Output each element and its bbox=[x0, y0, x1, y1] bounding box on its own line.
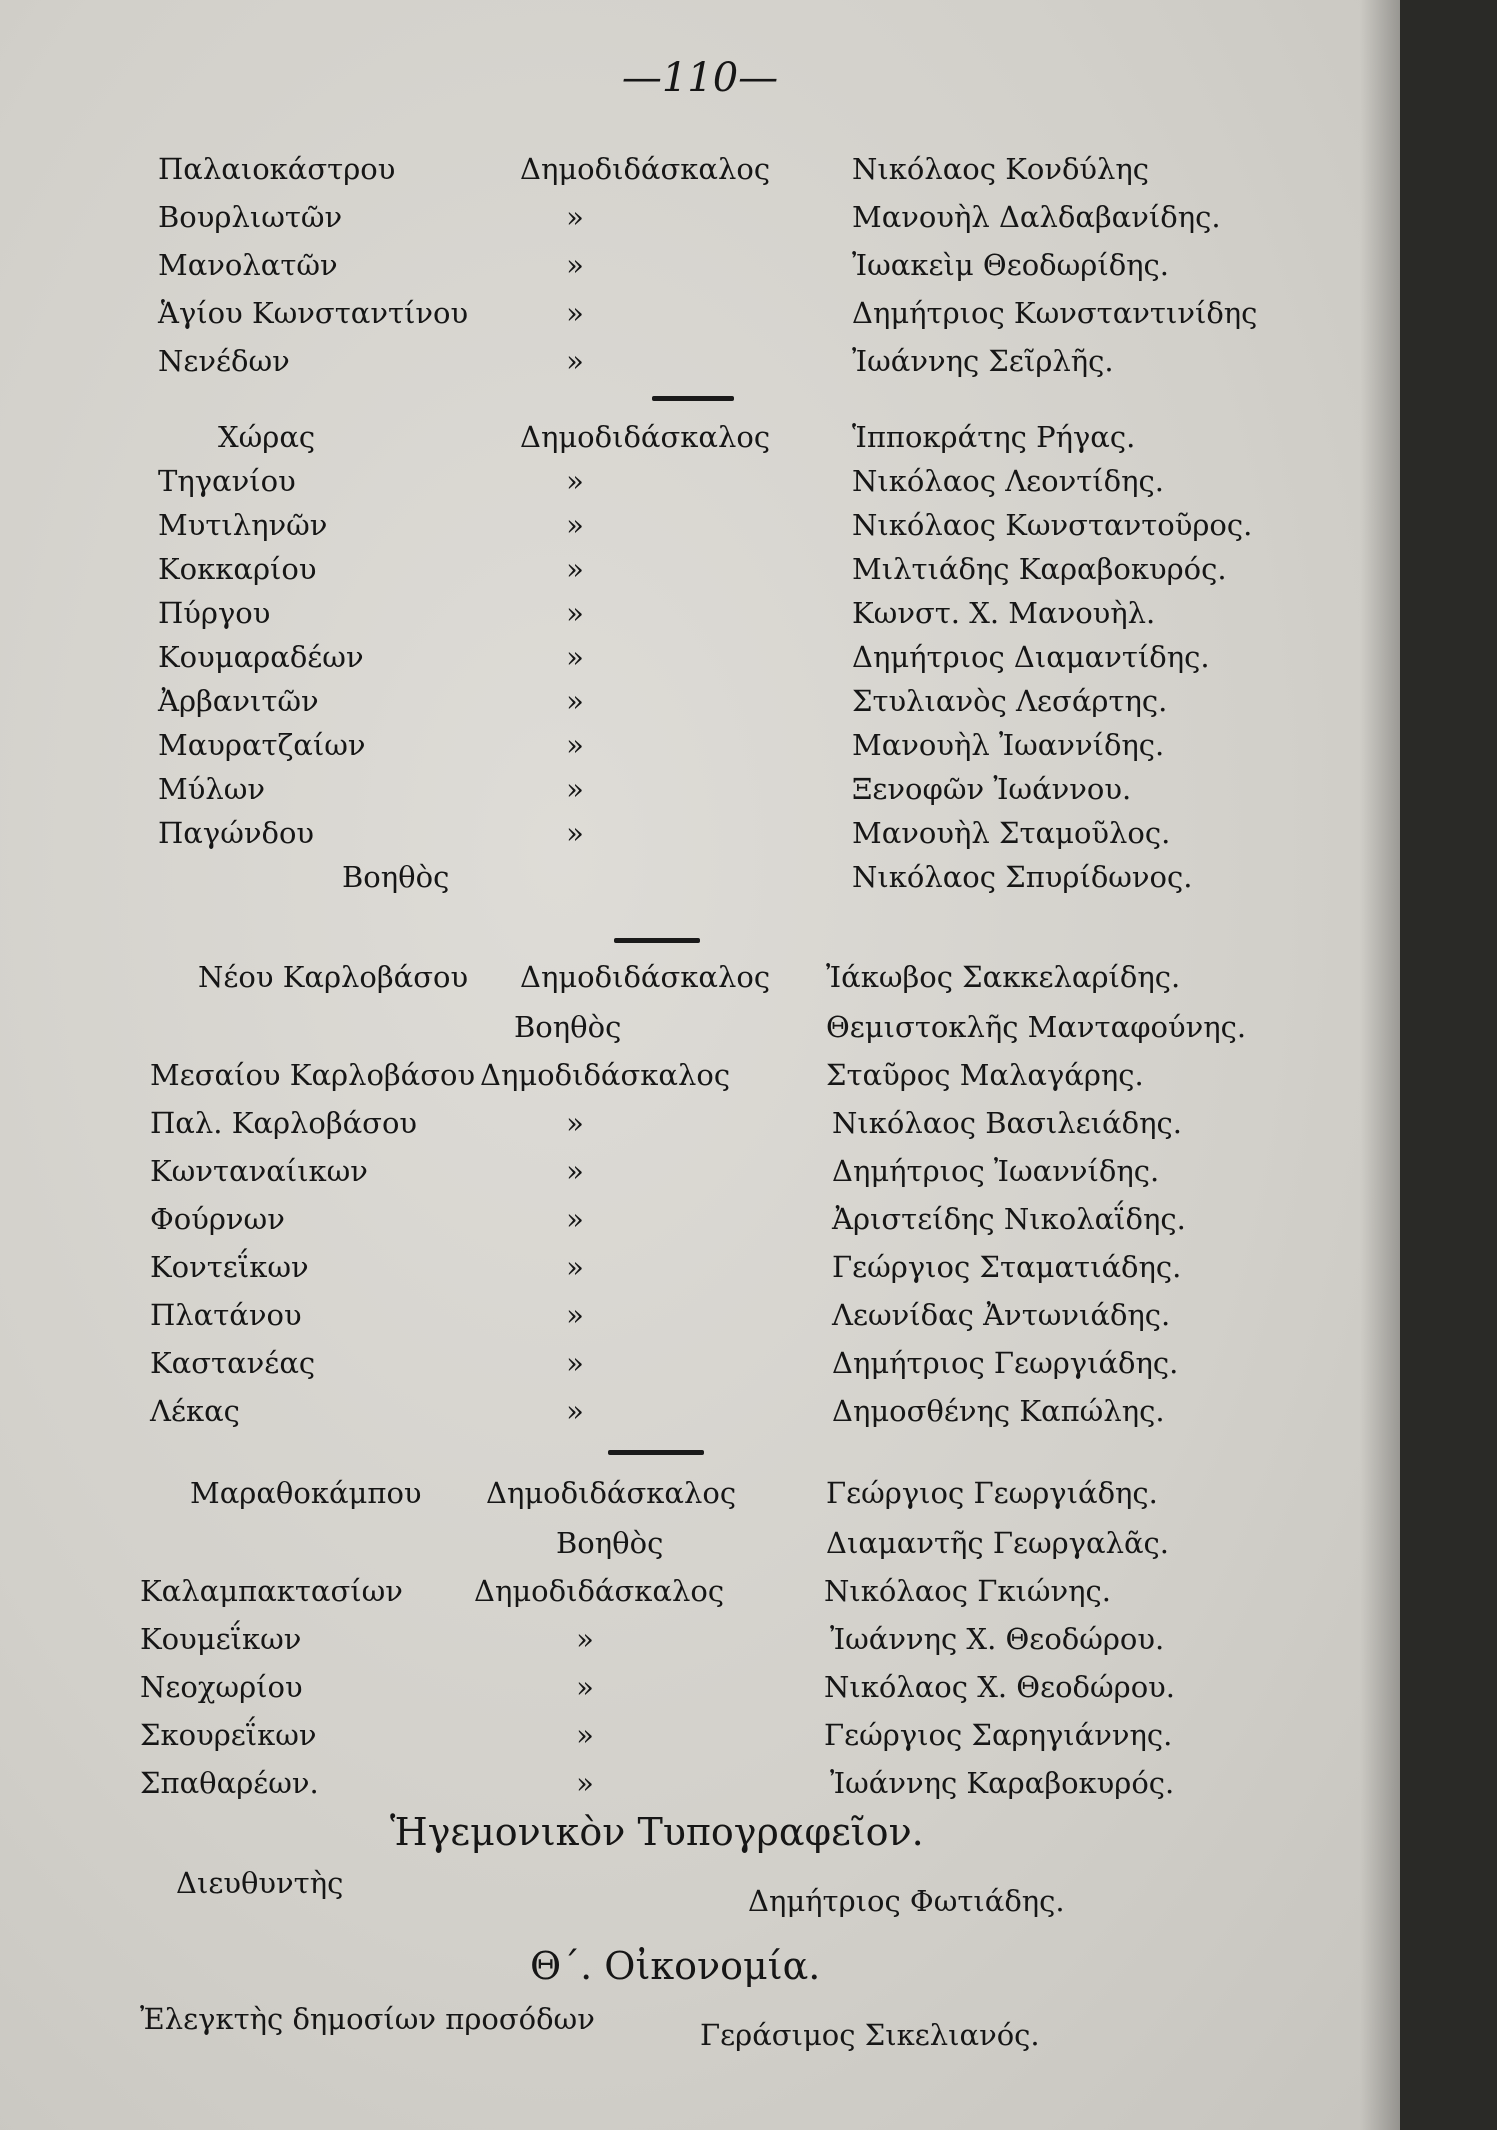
table-row bbox=[0, 816, 1400, 860]
name-cell: Δημήτριος Ἰωαννίδης. bbox=[832, 1154, 1160, 1188]
place-cell: Νενέδων bbox=[158, 344, 290, 378]
title-cell: Δημοδιδάσκαλος bbox=[480, 1058, 731, 1092]
title-cell: Δημοδιδάσκαλος bbox=[520, 420, 771, 454]
section-divider bbox=[608, 1450, 704, 1455]
name-cell: Γεώργιος Σαρηγιάννης. bbox=[824, 1718, 1173, 1752]
title-cell: » bbox=[566, 640, 584, 674]
title-cell: » bbox=[566, 1106, 584, 1140]
table-row bbox=[0, 1476, 1400, 1520]
section-divider bbox=[652, 396, 734, 401]
name-cell: Δημήτριος Κωνσταντινίδης bbox=[852, 296, 1258, 330]
name-cell: Στυλιανὸς Λεσάρτης. bbox=[852, 684, 1168, 718]
title-cell: » bbox=[566, 684, 584, 718]
name-cell: Μανουὴλ Σταμοῦλος. bbox=[852, 816, 1171, 850]
place-cell: Μανολατῶν bbox=[158, 248, 338, 282]
table-row bbox=[0, 1346, 1400, 1390]
name-cell: Ἰωάννης Σεῖρλῆς. bbox=[852, 344, 1114, 378]
title-cell: Δημοδιδάσκαλος bbox=[520, 960, 771, 994]
name-cell: Δημήτριος Γεωργιάδης. bbox=[832, 1346, 1179, 1380]
section-divider bbox=[614, 938, 700, 943]
table-row bbox=[0, 2002, 1400, 2052]
table-row bbox=[0, 596, 1400, 640]
name-cell: Κωνστ. Χ. Μανουὴλ. bbox=[852, 596, 1156, 630]
name-cell: Μανουὴλ Ἰωαννίδης. bbox=[852, 728, 1165, 762]
table-row bbox=[0, 464, 1400, 508]
place-cell: Χώρας bbox=[218, 420, 316, 454]
name-cell: Νικόλαος Χ. Θεοδώρου. bbox=[824, 1670, 1176, 1704]
title-cell: » bbox=[566, 816, 584, 850]
table-row bbox=[0, 684, 1400, 728]
title-cell: » bbox=[566, 1346, 584, 1380]
name-cell: Θεμιστοκλῆς Μανταφούνης. bbox=[826, 1010, 1247, 1044]
table-row bbox=[0, 420, 1400, 464]
name-cell: Νικόλαος Κωνσταντοῦρος. bbox=[852, 508, 1253, 542]
title-cell: » bbox=[566, 296, 584, 330]
table-row bbox=[0, 1202, 1400, 1246]
role-cell: Ἐλεγκτὴς δημοσίων προσόδων bbox=[140, 2002, 595, 2036]
table-row bbox=[0, 344, 1400, 388]
place-cell: Καλαμπακτασίων bbox=[140, 1574, 403, 1608]
place-cell: Παγώνδου bbox=[158, 816, 315, 850]
table-row bbox=[0, 1106, 1400, 1150]
role-cell: Διευθυντὴς bbox=[176, 1866, 344, 1900]
table-row bbox=[0, 1154, 1400, 1198]
name-cell: Μανουὴλ Δαλδαβανίδης. bbox=[852, 200, 1221, 234]
title-cell: » bbox=[566, 508, 584, 542]
table-row bbox=[0, 1250, 1400, 1294]
place-cell: Ἀρβανιτῶν bbox=[158, 684, 319, 718]
table-row bbox=[0, 508, 1400, 552]
table-row bbox=[0, 1670, 1400, 1714]
table-row bbox=[0, 200, 1400, 244]
table-row bbox=[0, 1718, 1400, 1762]
place-cell: Φούρνων bbox=[150, 1202, 285, 1236]
name-cell: Διαμαντῆς Γεωργαλᾶς. bbox=[826, 1526, 1170, 1560]
place-cell: Λέκας bbox=[150, 1394, 240, 1428]
table-row bbox=[0, 296, 1400, 340]
place-cell: Νέου Καρλοβάσου bbox=[198, 960, 469, 994]
name-cell: Γεώργιος Σταματιάδης. bbox=[832, 1250, 1182, 1284]
table-row bbox=[0, 728, 1400, 772]
name-cell: Νικόλαος Κονδύλης bbox=[852, 152, 1150, 186]
title-cell: Βοηθὸς bbox=[514, 1010, 622, 1044]
table-row bbox=[0, 552, 1400, 596]
place-cell: Πύργου bbox=[158, 596, 271, 630]
name-cell: Ξενοφῶν Ἰωάννου. bbox=[852, 772, 1132, 806]
name-cell: Μιλτιάδης Καραβοκυρός. bbox=[852, 552, 1227, 586]
title-cell: » bbox=[566, 344, 584, 378]
table-row bbox=[0, 1394, 1400, 1438]
name-cell: Ἰωάννης Καραβοκυρός. bbox=[830, 1766, 1175, 1800]
table-row bbox=[0, 152, 1400, 196]
title-cell: » bbox=[566, 248, 584, 282]
name-cell: Ἰωακεὶμ Θεοδωρίδης. bbox=[852, 248, 1170, 282]
title-cell: » bbox=[566, 772, 584, 806]
name-cell: Δημήτριος Φωτιάδης. bbox=[748, 1884, 1065, 1918]
printing-office-heading: Ἡγεμονικὸν Τυπογραφεῖον. bbox=[390, 1810, 924, 1854]
place-cell: Παλαιοκάστρου bbox=[158, 152, 396, 186]
title-cell: » bbox=[566, 596, 584, 630]
place-cell: Κοκκαρίου bbox=[158, 552, 317, 586]
place-cell: Μαραθοκάμπου bbox=[190, 1476, 422, 1510]
title-cell: » bbox=[566, 1394, 584, 1428]
title-cell: » bbox=[566, 200, 584, 234]
title-cell: Δημοδιδάσκαλος bbox=[520, 152, 771, 186]
place-cell: Νεοχωρίου bbox=[140, 1670, 303, 1704]
table-row bbox=[0, 1622, 1400, 1666]
name-cell: Δημήτριος Διαμαντίδης. bbox=[852, 640, 1210, 674]
table-row bbox=[0, 1010, 1400, 1054]
name-cell: Ἱπποκράτης Ρήγας. bbox=[852, 420, 1136, 454]
name-cell: Ἀριστείδης Νικολαΐδης. bbox=[832, 1202, 1186, 1236]
title-cell: » bbox=[566, 728, 584, 762]
economy-heading: Θ΄. Οἰκονομία. bbox=[530, 1944, 821, 1988]
title-cell: Δημοδιδάσκαλος bbox=[474, 1574, 725, 1608]
table-row bbox=[0, 1298, 1400, 1342]
table-row bbox=[0, 640, 1400, 684]
place-cell: Βοηθὸς bbox=[342, 860, 450, 894]
place-cell: Παλ. Καρλοβάσου bbox=[150, 1106, 418, 1140]
place-cell: Κουμεΐκων bbox=[140, 1622, 302, 1656]
page-number: —110— bbox=[621, 55, 779, 101]
title-cell: Βοηθὸς bbox=[556, 1526, 664, 1560]
name-cell: Νικόλαος Λεοντίδης. bbox=[852, 464, 1164, 498]
place-cell: Πλατάνου bbox=[150, 1298, 302, 1332]
place-cell: Σκουρεΐκων bbox=[140, 1718, 317, 1752]
place-cell: Κωνταναίικων bbox=[150, 1154, 368, 1188]
table-row bbox=[0, 960, 1400, 1004]
place-cell: Κουμαραδέων bbox=[158, 640, 364, 674]
title-cell: » bbox=[566, 1298, 584, 1332]
title-cell: Δημοδιδάσκαλος bbox=[486, 1476, 737, 1510]
place-cell: Μύλων bbox=[158, 772, 265, 806]
title-cell: » bbox=[576, 1718, 594, 1752]
place-cell: Καστανέας bbox=[150, 1346, 316, 1380]
name-cell: Ἰωάννης Χ. Θεοδώρου. bbox=[830, 1622, 1165, 1656]
table-row bbox=[0, 248, 1400, 292]
title-cell: » bbox=[566, 1202, 584, 1236]
table-row bbox=[0, 1058, 1400, 1102]
name-cell: Γεράσιμος Σικελιανός. bbox=[700, 2018, 1040, 2052]
place-cell: Μεσαίου Καρλοβάσου bbox=[150, 1058, 476, 1092]
place-cell: Μυτιληνῶν bbox=[158, 508, 328, 542]
name-cell: Νικόλαος Βασιλειάδης. bbox=[832, 1106, 1182, 1140]
table-row bbox=[0, 1866, 1400, 1918]
name-cell: Γεώργιος Γεωργιάδης. bbox=[826, 1476, 1158, 1510]
name-cell: Σταῦρος Μαλαγάρης. bbox=[826, 1058, 1144, 1092]
place-cell: Σπαθαρέων. bbox=[140, 1766, 319, 1800]
place-cell: Ἁγίου Κωνσταντίνου bbox=[158, 296, 469, 330]
table-row bbox=[0, 860, 1400, 904]
title-cell: » bbox=[566, 1250, 584, 1284]
title-cell: » bbox=[566, 552, 584, 586]
title-cell: » bbox=[576, 1670, 594, 1704]
name-cell: Νικόλαος Γκιώνης. bbox=[824, 1574, 1111, 1608]
title-cell: » bbox=[566, 1154, 584, 1188]
table-row bbox=[0, 1574, 1400, 1618]
title-cell: » bbox=[566, 464, 584, 498]
title-cell: » bbox=[576, 1766, 594, 1800]
table-row bbox=[0, 772, 1400, 816]
place-cell: Κοντεΐκων bbox=[150, 1250, 309, 1284]
place-cell: Μαυρατζαίων bbox=[158, 728, 366, 762]
place-cell: Τηγανίου bbox=[158, 464, 296, 498]
table-row bbox=[0, 1766, 1400, 1810]
name-cell: Νικόλαος Σπυρίδωνος. bbox=[852, 860, 1193, 894]
name-cell: Δημοσθένης Καπώλης. bbox=[832, 1394, 1165, 1428]
name-cell: Λεωνίδας Ἀντωνιάδης. bbox=[832, 1298, 1171, 1332]
title-cell: » bbox=[576, 1622, 594, 1656]
table-row bbox=[0, 1526, 1400, 1570]
place-cell: Βουρλιωτῶν bbox=[158, 200, 343, 234]
name-cell: Ἰάκωβος Σακκελαρίδης. bbox=[826, 960, 1181, 994]
